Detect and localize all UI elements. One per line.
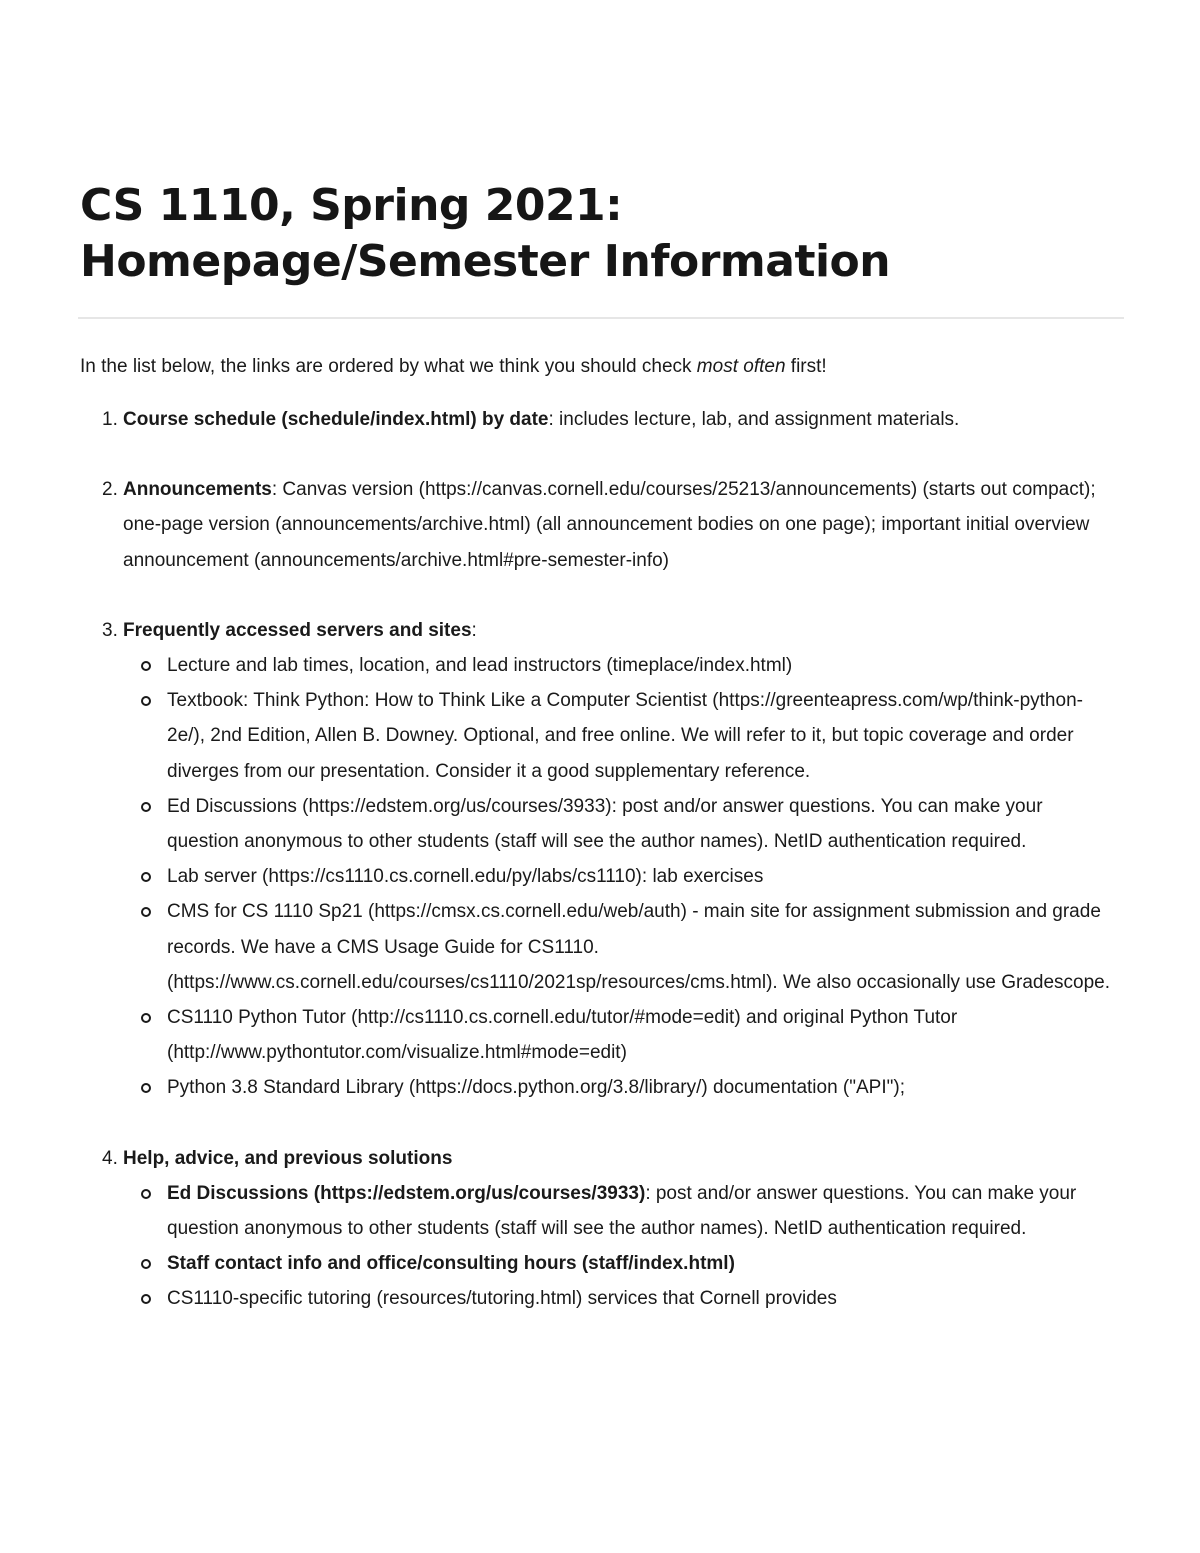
circle-bullet-icon <box>141 661 151 671</box>
sublist-item[interactable] <box>167 648 1117 683</box>
list-item-announcements <box>102 472 1123 578</box>
sub-item-text: Ed Discussions (https://edstem.org/us/courses/3933): post and/or answer questions. You can make your question anonymous to other students (staff will see the author names). NetID authentication required. <box>167 795 1043 853</box>
sublist-item[interactable] <box>167 894 1117 1000</box>
circle-bullet-icon <box>141 696 151 706</box>
circle-bullet-icon <box>141 1083 151 1093</box>
page-title: CS 1110, Spring 2021: Homepage/Semester Information <box>80 180 891 287</box>
sub-item-text: Python 3.8 Standard Library (https://docs.python.org/3.8/library/) documentation ("API"); <box>167 1077 905 1099</box>
circle-bullet-icon <box>141 872 151 882</box>
item-text: : includes lecture, lab, and assignment materials. <box>548 409 960 430</box>
announcements-link[interactable]: Announcements <box>123 479 272 501</box>
title-divider <box>78 317 1124 319</box>
servers-sublist <box>123 648 1123 1106</box>
intro-before: In the list below, the links are ordered by what we think you should check <box>80 356 697 377</box>
sub-item-text: : post and/or answer questions. You can make your question anonymous to other students (staff will see the author names). NetID authentication required. <box>167 1182 1077 1240</box>
sub-item-text: CS1110 Python Tutor (http://cs1110.cs.cornell.edu/tutor/#mode=edit) and original Python Tutor (http://www.pythontutor.com/visualize.html#mode=edit) <box>167 1007 958 1064</box>
sub-item-text: Lab server (https://cs1110.cs.cornell.edu/py/labs/cs1110): lab exercises <box>167 866 764 888</box>
item-text: : <box>471 619 477 641</box>
circle-bullet-icon <box>141 1013 151 1023</box>
intro-after: first! <box>785 356 827 377</box>
circle-bullet-icon <box>141 1259 151 1269</box>
staff-contact-link[interactable]: Staff contact info and office/consulting hours (staff/index.html) <box>167 1253 735 1275</box>
item-number: 1. <box>102 409 118 430</box>
sub-item-text: CMS for CS 1110 Sp21 (https://cmsx.cs.cornell.edu/web/auth) - main site for assignment submission and grade records. We have a CMS Usage Guide for CS1110. (https://www.cs.cornell.edu/courses/cs1110/2021sp/resources/cms.html). We also occasionally use Gradescope. <box>167 901 1111 993</box>
item-number: 4. <box>102 1147 118 1169</box>
list-item-help <box>102 1141 1123 1317</box>
circle-bullet-icon <box>141 1189 151 1199</box>
list-item-servers <box>102 613 1123 1106</box>
sublist-item[interactable] <box>167 1281 1117 1316</box>
circle-bullet-icon <box>141 1294 151 1304</box>
item-number: 2. <box>102 479 118 501</box>
course-schedule-link[interactable]: Course schedule (schedule/index.html) by date <box>123 409 549 430</box>
sublist-item[interactable] <box>167 1246 1117 1281</box>
sub-item-text: Lecture and lab times, location, and lead instructors (timeplace/index.html) <box>167 655 793 677</box>
sublist-item[interactable] <box>167 1070 1117 1105</box>
sublist-item[interactable] <box>167 859 1117 894</box>
intro-emphasis: most often <box>696 356 786 377</box>
sublist-item[interactable] <box>167 1000 1117 1070</box>
sub-item-text: CS1110-specific tutoring (resources/tutoring.html) services that Cornell provides <box>167 1288 837 1310</box>
sublist-item[interactable] <box>167 683 1117 789</box>
item-text: : Canvas version (https://canvas.cornell.edu/courses/25213/announcements) (starts out compact); one-page version (announcements/archive.html) (all announcement bodies on one page); important initial overview announcement (announcements/archive.html#pre-semester-info) <box>123 479 1096 571</box>
circle-bullet-icon <box>141 907 151 917</box>
sub-item-text: Textbook: Think Python: How to Think Like a Computer Scientist (https://greenteapress.com/wp/think-python-2e/), 2nd Edition, Allen B. Downey. Optional, and free online. We will refer to it, but topic coverage and order diverges from our presentation. Consider it a good supplementary reference. <box>167 690 1083 782</box>
section-heading: Help, advice, and previous solutions <box>123 1147 453 1169</box>
link-list <box>0 402 1200 1317</box>
intro-text <box>80 353 827 381</box>
link-list-container <box>0 402 1200 1317</box>
sublist-item[interactable] <box>167 1176 1117 1246</box>
help-sublist <box>123 1176 1123 1317</box>
sublist-item[interactable] <box>167 789 1117 859</box>
section-heading: Frequently accessed servers and sites <box>123 619 472 641</box>
ed-discussions-link[interactable]: Ed Discussions (https://edstem.org/us/courses/3933) <box>167 1182 646 1204</box>
item-number: 3. <box>102 619 118 641</box>
list-item-course-schedule <box>102 402 1123 437</box>
circle-bullet-icon <box>141 802 151 812</box>
